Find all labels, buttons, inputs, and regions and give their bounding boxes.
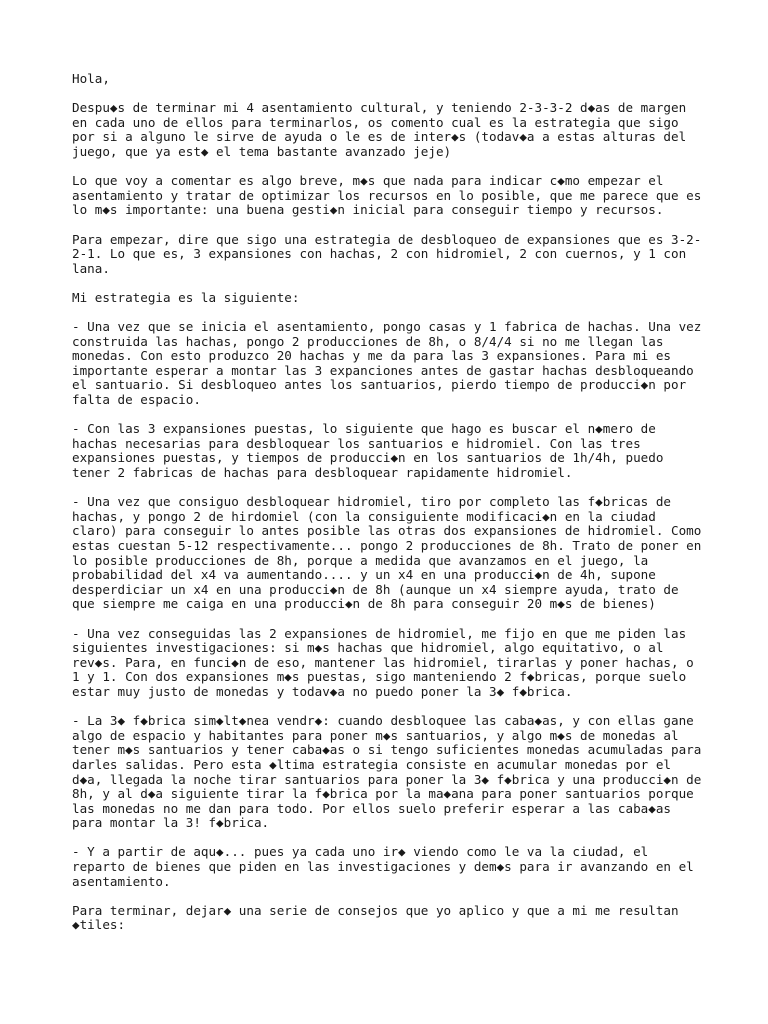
paragraph-intro: Despu◆s de terminar mi 4 asentamiento cultural, y teniendo 2-3-3-2 d◆as de margen en cada uno de ellos para terminarlos, os comento cual es la estrategia que sigo por si a alguno le sirve de ayuda o le es de inter◆s (todav◆a a estas alturas del juego, que ya est◆ el tema bastante avanzado jeje) — [72, 100, 687, 159]
paragraph-step-6: - Y a partir de aqu◆... pues ya cada uno ir◆ viendo como le va la ciudad, el reparto de bienes que piden en las investigaciones y dem◆s para ir avanzando en el asentamiento. — [72, 844, 694, 889]
document-body — [72, 72, 702, 948]
paragraph-step-3: - Una vez que consiguo desbloquear hidromiel, tiro por completo las f◆bricas de hachas, y pongo 2 de hirdomiel (con la consiguiente modificaci◆n en la ciudad claro) para conseguir lo antes posible las otras dos expansiones de hidromiel. Como estas cuestan 5-12 respectivamente... pongo 2 producciones de 8h. Trato de poner en lo posible producciones de 8h, porque a medida que avanzamos en el juego, la probabilidad del x4 va aumentando.... y un x4 en una producci◆n de 4h, supone desperdiciar un x4 en una producci◆n de 8h (aunque un x4 siempre ayuda, trato de que siempre me caiga en una producci◆n de 8h para conseguir 20 m◆s de bienes) — [72, 494, 702, 612]
paragraph-closing: Para terminar, dejar◆ una serie de consejos que yo aplico y que a mi me resultan ◆tiles: — [72, 902, 679, 933]
paragraph-step-1: - Una vez que se inicia el asentamiento, pongo casas y 1 fabrica de hachas. Una vez construida las hachas, pongo 2 producciones de 8h, o 8/4/4 si no me llegan las monedas. Con esto produzco 20 hachas y me da para las 3 expansiones. Para mi es importante esperar a montar las 3 expanciones antes de gastar hachas desbloqueando el santuario. Si desbloqueo antes los santuarios, pierdo tiempo de producci◆n por falta de espacio. — [72, 319, 702, 408]
paragraph-step-5: - La 3◆ f◆brica sim◆lt◆nea vendr◆: cuando desbloquee las caba◆as, y con ellas gane algo de espacio y habitantes para poner m◆s santuarios, y algo m◆s de monedas al tener m◆s santuarios y tener caba◆as o si tengo suficientes monedas acumuladas para darles salidas. Pero esta ◆ltima estrategia consiste en acumular monedas por el d◆a, llegada la noche tirar santuarios para poner la 3◆ f◆brica y una producci◆n de 8h, y al d◆a siguiente tirar la f◆brica por la ma◆ana para poner santuarios porque las monedas no me dan para todo. Por ellos suelo preferir esperar a las caba◆as para montar la 3! f◆brica. — [72, 713, 702, 831]
paragraph-expansion-strategy: Para empezar, dire que sigo una estrategia de desbloqueo de expansiones que es 3-2- 2-1. Lo que es, 3 expansiones con hachas, 2 con hidromiel, 2 con cuernos, y 1 con lana. — [72, 231, 702, 276]
greeting: Hola, — [72, 71, 110, 86]
paragraph-purpose: Lo que voy a comentar es algo breve, m◆s que nada para indicar c◆mo empezar el asentamiento y tratar de optimizar los recursos en lo posible, que me parece que es lo m◆s importante: una buena gesti◆n inicial para conseguir tiempo y recursos. — [72, 173, 702, 218]
paragraph-step-4: - Una vez conseguidas las 2 expansiones de hidromiel, me fijo en que me piden las siguientes investigaciones: si m◆s hachas que hidromiel, algo equitativo, o al rev◆s. Para, en funci◆n de eso, mantener las hidromiel, tirarlas y poner hachas, o 1 y 1. Con dos expansiones m◆s puestas, sigo manteniendo 2 f◆bricas, porque suelo estar muy justo de monedas y todav◆a no puedo poner la 3◆ f◆brica. — [72, 625, 694, 699]
paragraph-step-2: - Con las 3 expansiones puestas, lo siguiente que hago es buscar el n◆mero de hachas necesarias para desbloquear los santuarios e hidromiel. Con las tres expansiones puestas, y tiempos de producci◆n en los santuarios de 1h/4h, puedo tener 2 fabricas de hachas para desbloquear rapidamente hidromiel. — [72, 421, 664, 481]
paragraph-strategy-heading: Mi estrategia es la siguiente: — [72, 289, 300, 305]
